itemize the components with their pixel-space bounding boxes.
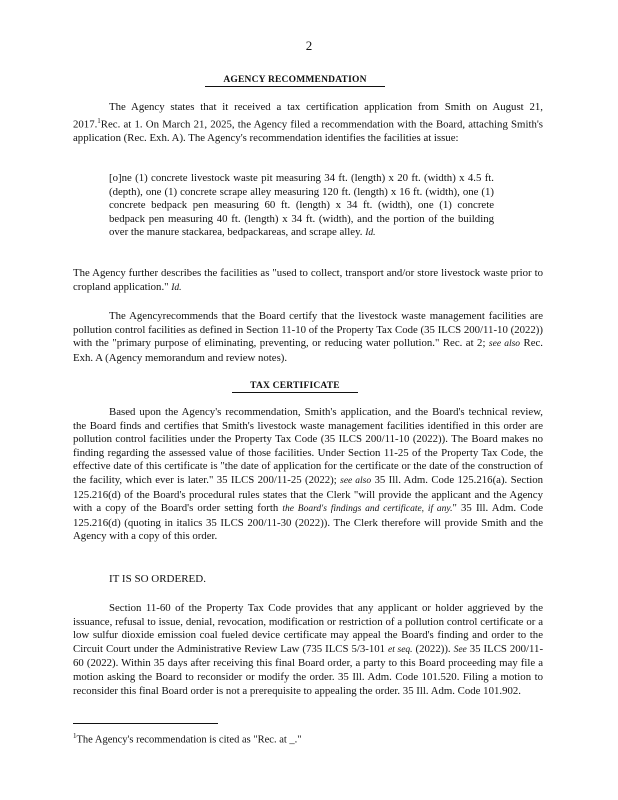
- paragraph-facility-use: The Agency further describes the facilities as "used to collect, transport and/or store livestock waste prior to cropland application." Id.: [73, 267, 543, 293]
- so-ordered-line: IT IS SO ORDERED.: [109, 573, 206, 585]
- tax-certificate-heading: TAX CERTIFICATE: [180, 381, 410, 393]
- paragraph-board-findings: Based upon the Agency's recommendation, Smith's application, and the Board's technical review, the Board finds and certifies that Smith's livestock waste management facilities identified in this order are pollution control facilities under the Property Tax Code (35 ILCS 200/11-10 (2022)). The Board makes no finding regarding the assessed value of those facilities. Under Section 11-25 of the Property Tax Code, the effective date of this certificate is "the date of application for the certificate or the date of the construction of the facility, which ever is later." 35 ILCS 200/11-25 (2022); see also 35 Ill. Adm. Code 125.216(a). Section 125.216(d) of the Board's procedural rules states that the Clerk "will provide the applicant and the Agency with a copy of the Board's order setting forth the Board's findings and certificate, if any." 35 Ill. Adm. Code 125.216(d) (quoting in italics 35 ILCS 200/11-30 (2022)). The Clerk therefore will provide Smith and the Agency with a copy of this order.: [73, 406, 543, 543]
- footnote-marker: 1: [97, 116, 101, 125]
- paragraph-appeal-rights: Section 11-60 of the Property Tax Code provides that any applicant or holder aggrieved by the issuance, refusal to issue, denial, revocation, modification or restriction of a pollution control certificate or a low sulfur dioxide emission coal fueled device certificate may appeal the Board's finding and order to the Circuit Court under the Administrative Review Law (735 ILCS 5/3-101 et seq. (2022)). See 35 ILCS 200/11-60 (2022). Within 35 days after receiving this final Board order, a party to this Board proceeding may file a motion asking the Board to reconsider or modify the order. 35 Ill. Adm. Code 101.520. Filing a motion to reconsider this final Board order is not a prerequisite to appealing the order. 35 Ill. Adm. Code 101.902.: [73, 602, 544, 697]
- paragraph-application-received: The Agency states that it received a tax certification application from Smith on August 21, 2017.$^1$Rec. at 1. On March 21, 2025, the Agency filed a recommendation with the Board, attaching Smith's application (Rec. Exh. A). The Agency's recommendation identifies the facilities at issue:: [73, 101, 543, 144]
- agency-recommendation-heading: AGENCY RECOMMENDATION: [180, 75, 410, 87]
- footnote: $^1$The Agency's recommendation is cited as "Rec. at _.": [73, 732, 302, 746]
- citation-id: Id.: [365, 228, 376, 239]
- page-number: 2: [305, 38, 313, 53]
- citation-id: Id.: [171, 282, 182, 293]
- paragraph-agency-recommends: The Agencyrecommends that the Board certify that the livestock waste management facilities are pollution control facilities as defined in Section 11-10 of the Property Tax Code (35 ILCS 200/11-10 (2022)) with the "primary purpose of eliminating, preventing, or reducing water pollution." Rec. at 2; see also Rec. Exh. A (Agency memorandum and review notes).: [73, 310, 543, 364]
- footnote-divider: [73, 723, 218, 724]
- block-quote-facilities: [o]ne (1) concrete livestock waste pit measuring 34 ft. (length) x 20 ft. (width) x 4.5 ft. (depth), one (1) concrete scrape alley measuring 120 ft. (length) x 16 ft. (width), one (1) concrete bedpack pen measuring 60 ft. (length) x 34 ft. (width), one (1) concrete bedpack pen measuring 40 ft. (length) x 34 ft. (width), and the portion of the building over the manure stackarea, bedpackareas, and scrape alley. Id.: [109, 172, 494, 239]
